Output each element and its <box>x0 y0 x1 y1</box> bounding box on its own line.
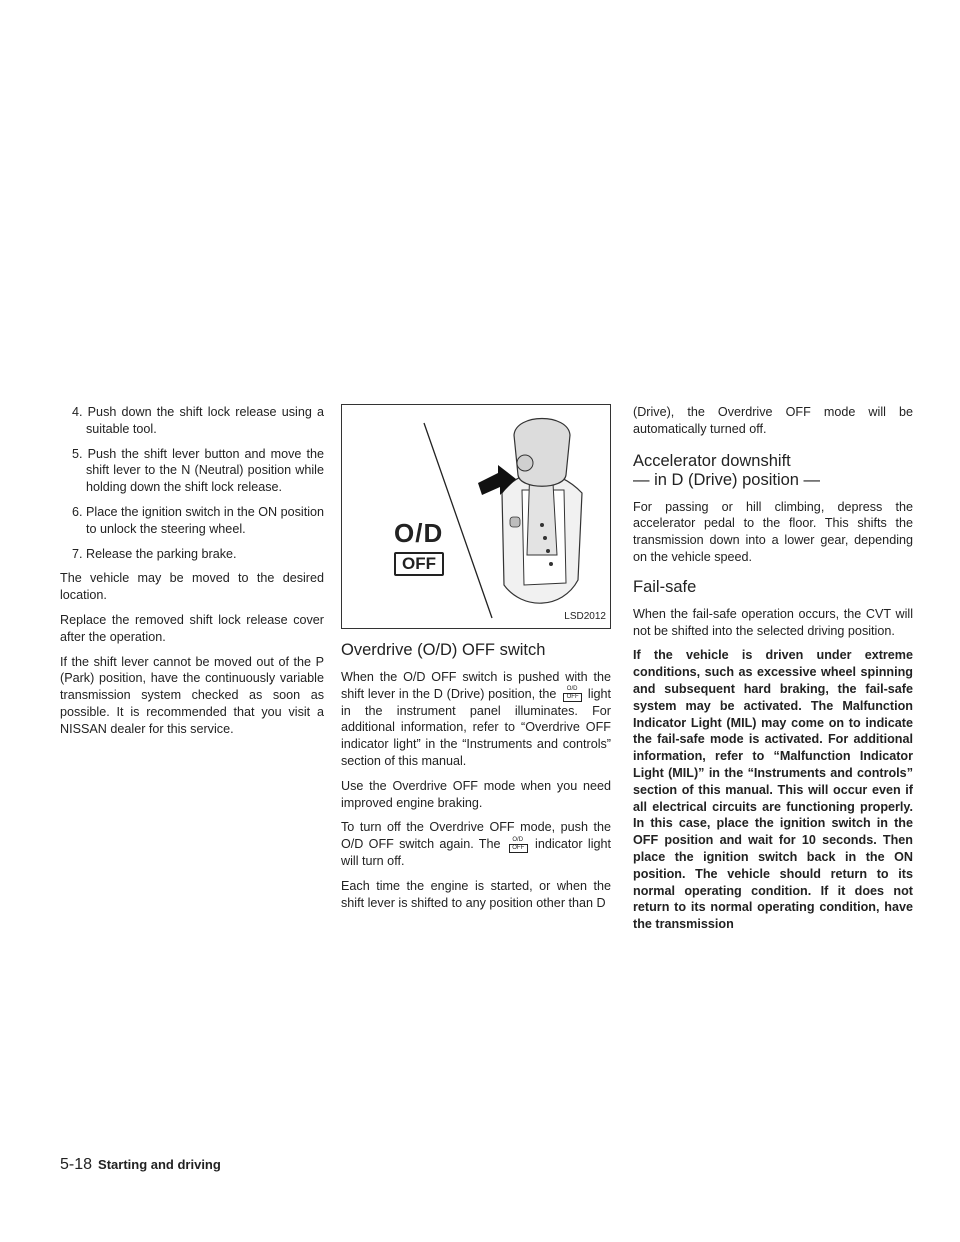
step-4: 4. Push down the shift lock release using a suitable tool. <box>72 405 324 436</box>
od-off-indicator-icon: O/D OFF <box>562 687 582 701</box>
paragraph-move-vehicle: The vehicle may be moved to the desired location. <box>60 571 324 603</box>
paragraph-turn-off-mode: To turn off the Overdrive OFF mode, push the O/D OFF switch again. The O/D OFF indicator light will turn off. <box>341 820 611 868</box>
gate-dot <box>546 549 550 553</box>
shift-knob <box>514 419 570 487</box>
paragraph-fail-safe-intro: When the fail-safe operation occurs, the CVT will not be shifted into the selected driving position. <box>633 606 913 638</box>
figure-code: LSD2012 <box>564 611 606 623</box>
gate-dot <box>549 562 553 566</box>
od-off-indicator-icon: O/D OFF <box>508 838 528 852</box>
column-right <box>633 404 913 941</box>
step-5: 5. Push the shift lever button and move the shift lever to the N (Neutral) position while holding down the shift lock release. <box>72 446 324 495</box>
paragraph-od-off-light: When the O/D OFF switch is pushed with the shift lever in the D (Drive) position, the O/D OFF light in the instrument panel illuminates. For additional information, refer to “Overdrive OFF indicator light” in the “Instruments and controls” section of this manual. <box>341 670 612 768</box>
gate-dot <box>540 523 544 527</box>
figure-od-off-switch <box>341 404 611 629</box>
shift-lever-illustration <box>342 405 610 628</box>
heading-fail-safe: Fail-safe <box>633 577 697 596</box>
od-off-button-icon <box>517 455 533 471</box>
column-middle <box>341 404 611 919</box>
paragraph-engine-started: Each time the engine is started, or when the shift lever is shifted to any position other than D <box>341 878 611 910</box>
heading-overdrive-off-switch: Overdrive (O/D) OFF switch <box>341 641 546 659</box>
paragraph-fail-safe-warning: If the vehicle is driven under extreme conditions, such as excessive wheel spinning and subsequent hard braking, the fail-safe system may be activated. The Malfunction Indicator Light (MIL) may come on to indicate the fail-safe mode is activated. For additional information, refer to “Malfunction Indicator Light (MIL)” in the “Instruments and controls” section of this manual. This will occur even if all electrical circuits are functioning properly. In this case, place the ignition switch in the OFF position and wait for 10 seconds. Then place the ignition switch back in the ON position. The vehicle should return to its normal operating condition. If it does not return to its normal operating condition, have the transmission <box>633 648 913 932</box>
off-label-box: OFF <box>394 552 444 576</box>
paragraph-passing: For passing or hill climbing, depress the accelerator pedal to the floor. This shifts the transmission down into a lower gear, depending on the vehicle speed. <box>633 499 913 564</box>
paragraph-replace-cover: Replace the removed shift lock release cover after the operation. <box>60 612 324 644</box>
section-title: Starting and driving <box>98 1157 221 1172</box>
od-label: O/D <box>394 518 444 548</box>
heading-accelerator-downshift: Accelerator downshift — in D (Drive) position — <box>633 451 821 489</box>
gate-dot <box>543 536 547 540</box>
release-button <box>510 517 520 527</box>
paragraph-engine-braking: Use the Overdrive OFF mode when you need improved engine braking. <box>341 778 611 810</box>
column-left <box>60 404 324 746</box>
step-7: 7. Release the parking brake. <box>72 546 237 561</box>
paragraph-auto-turned-off: (Drive), the Overdrive OFF mode will be automatically turned off. <box>633 405 913 436</box>
procedure-steps <box>60 404 324 562</box>
page-footer <box>60 1156 221 1174</box>
page-number: 5-18 <box>60 1156 93 1173</box>
paragraph-shift-lever-stuck: If the shift lever cannot be moved out of the P (Park) position, have the continuously variable transmission system checked as soon as possible. It is recommended that you visit a NISSAN dealer for this service. <box>60 654 324 736</box>
step-6: 6. Place the ignition switch in the ON position to unlock the steering wheel. <box>72 504 325 536</box>
